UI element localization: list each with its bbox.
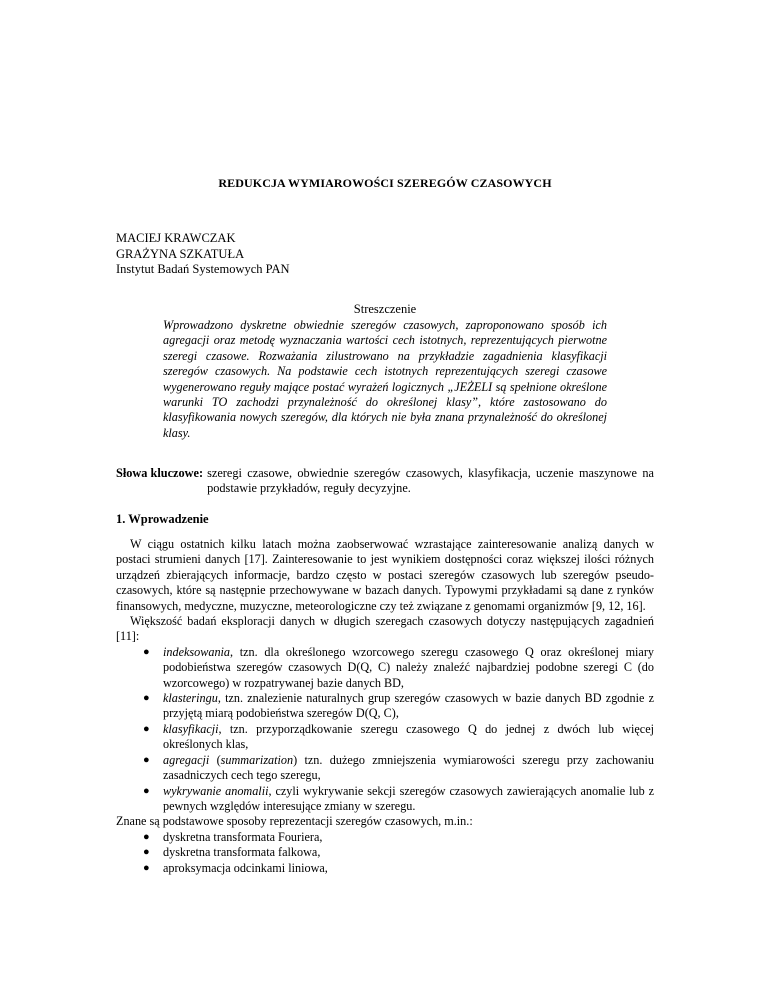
keywords-block [116,466,654,497]
list-item-term: wykrywanie anomalii [163,783,269,798]
section-body [116,537,654,876]
abstract-heading: Streszczenie [353,302,417,316]
keywords-label: Słowa kluczowe: [116,466,204,480]
paragraph: Znane są podstawowe sposoby reprezentacji szeregów czasowych, m.in.: [116,814,473,829]
list-item [116,845,654,860]
list-item-term: klasteringu [163,691,218,706]
author-block [116,231,290,278]
bullet-icon: ● [143,692,150,705]
abstract-text: Wprowadzono dyskretne obwiednie szeregów czasowych, zaproponowano sposób ich agregacji oraz metodę wyznaczania wartości cech istotnych, reprezentujących pierwotne szeregi czasowe. Rozważania zilustrowano na przykładzie zagadnienia klasyfikacji szeregów czasowych. Na podstawie cech istotnych reprezentujących szeregi czasowe wygenerowano reguły mające postać wyrażeń logicznych „JEŻELI są spełnione określone warunki TO zachodzi przynależność do określonej klasy”, które zastosowano do klasyfikowania nowych szeregów, dla których nie była znana przynależność do określonej klasy. [163,318,607,440]
list-item-text: , czyli wykrywanie sekcji szeregów czasowych zawierających anomalie lub z pewnych względów interesujące zmiany w szeregu. [163,783,655,813]
list-item-text: , tzn. dla określonego wzorcowego szeregu czasowego Q oraz określonej miary podobieństwa szeregów czasowych D(Q, C) należy znaleźć najbardziej podobne szeregi C (do wzorcowego) w rozpatrywanej bazie danych BD, [163,644,654,690]
bullet-icon: ● [143,784,150,797]
affiliation: Instytut Badań Systemowych PAN [116,262,290,276]
list-item [116,861,654,876]
list-item-text: aproksymacja odcinkami liniowa, [163,860,328,875]
list-item-term: indeksowania [163,644,231,659]
bullet-icon: ● [143,830,150,843]
list-item-text: dyskretna transformata falkowa, [163,845,321,860]
section-heading: 1. Wprowadzenie [116,512,209,526]
list-item-text: ) tzn. dużego zmniejszenia wymiarowości szeregu przy zachowaniu zasadniczych cech tego szeregu, [163,752,654,783]
bullet-icon: ● [143,753,150,766]
bullet-icon: ● [143,846,150,859]
paragraph: Większość badań eksploracji danych w długich szeregach czasowych dotyczy następujących zagadnień [11]: [116,614,654,644]
bullet-icon: ● [143,861,150,874]
list-item [116,830,654,845]
list-item-text: dyskretna transformata Fouriera, [163,829,323,844]
keywords-text: szeregi czasowe, obwiednie szeregów czasowych, klasyfikacja, uczenie maszynowe na podstawie przykładów, reguły decyzyjne. [207,466,654,496]
list-item-text: , tzn. przyporządkowanie szeregu czasowego Q do jednej z dwóch lub więcej określonych klas, [163,721,654,752]
list-item [116,753,654,784]
list-item [116,645,654,691]
paragraph: W ciągu ostatnich kilku latach można zaobserwować wzrastające zainteresowanie analizą danych w postaci strumieni danych [17]. Zainteresowanie to jest wynikiem dostępności coraz większej ilości różnych urządzeń zbierających informacje, bardzo często w postaci szeregów czasowych lub szeregów pseudo-czasowych, które są następnie przechowywane w bazach danych. Typowymi przykładami są dane z rynków finansowych, medyczne, muzyczne, meteorologiczne czy też związane z genomami organizmów [9, 12, 16]. [116,537,654,613]
list-item-term: summarization [220,752,294,767]
list-item [116,722,654,753]
bullet-icon: ● [143,722,150,735]
method-list [116,830,654,876]
list-item-term: klasyfikacji [163,721,219,736]
author-name: GRAŻYNA SZKATUŁA [116,246,245,261]
list-item [116,784,654,815]
list-item [116,691,654,722]
list-item-text: ( [209,752,221,767]
list-item-text: , tzn. znalezienie naturalnych grup szeregów czasowych w bazie danych BD zgodnie z przyjętą miarą podobieństwa szeregów D(Q, C), [163,691,654,721]
paper-title: REDUKCJA WYMIAROWOŚCI SZEREGÓW CZASOWYCH [218,176,552,190]
author-name: MACIEJ KRAWCZAK [116,231,236,245]
list-item-term: agregacji [163,752,210,767]
task-list [116,645,654,814]
bullet-icon: ● [143,645,150,658]
